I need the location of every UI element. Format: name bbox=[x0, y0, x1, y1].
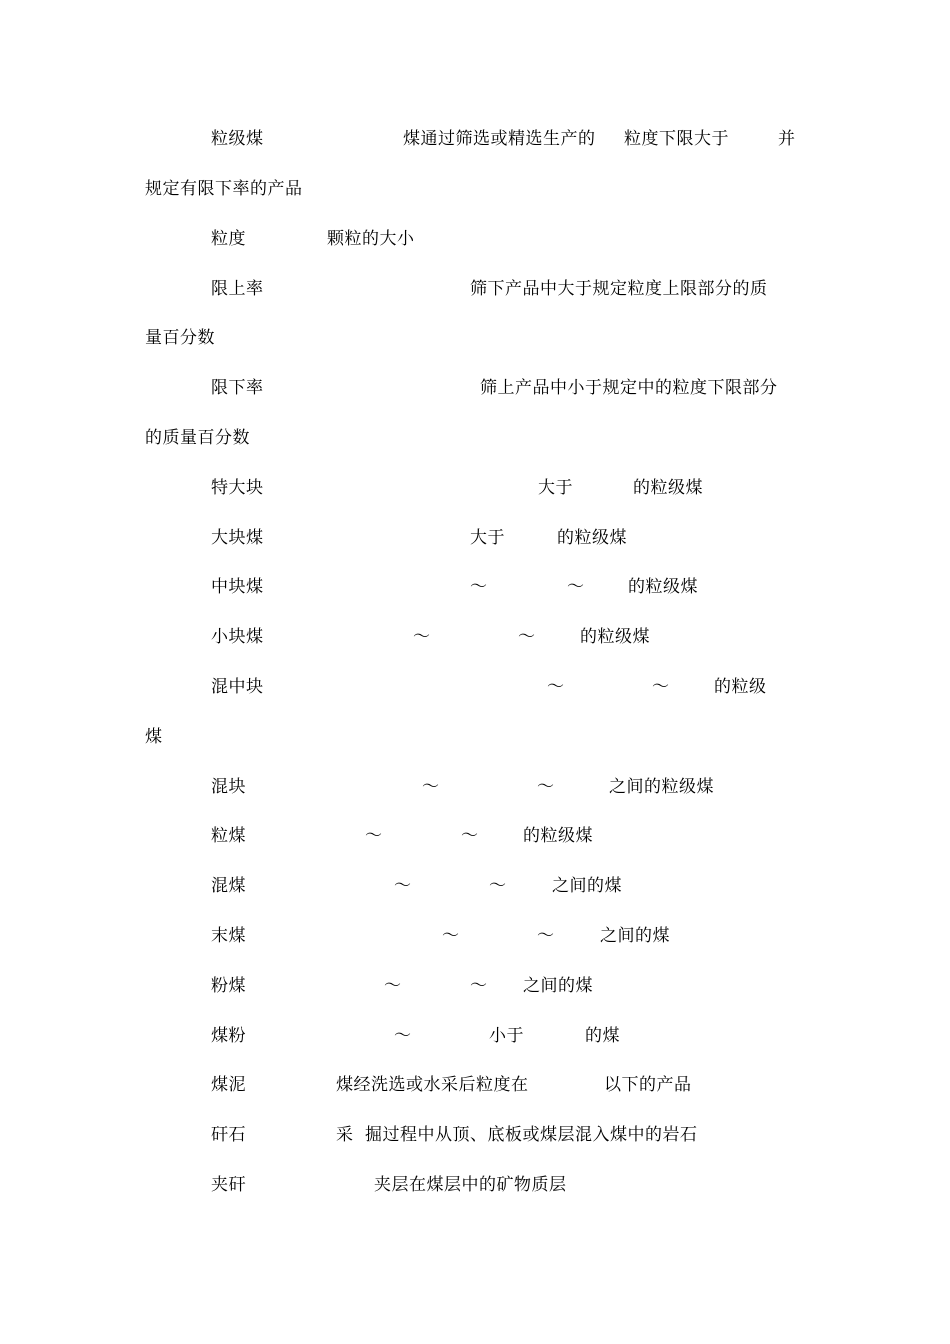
tilde-zhongkuaimei-1: ～ bbox=[470, 577, 488, 597]
term-hunmei: 混煤 bbox=[211, 876, 246, 896]
tilde-meifen: ～ bbox=[394, 1026, 412, 1046]
term-fenmei: 粉煤 bbox=[211, 976, 246, 996]
tilde-hunkuai-1: ～ bbox=[422, 777, 440, 797]
def-xiaokuaimei: 的粒级煤 bbox=[580, 627, 650, 647]
tilde-hunzhongkuai-1: ～ bbox=[547, 677, 565, 697]
tilde-hunmei-1: ～ bbox=[394, 876, 412, 896]
def-meini-b: 以下的产品 bbox=[604, 1075, 692, 1095]
tilde-momei-1: ～ bbox=[442, 926, 460, 946]
term-meifen: 煤粉 bbox=[211, 1026, 246, 1046]
def-hunmei: 之间的煤 bbox=[552, 876, 622, 896]
def-meini-a: 煤经洗选或水采后粒度在 bbox=[336, 1075, 529, 1095]
term-momei: 末煤 bbox=[211, 926, 246, 946]
def-xianxialv-cont: 的质量百分数 bbox=[145, 428, 250, 448]
tilde-xiaokuaimei-2: ～ bbox=[518, 627, 536, 647]
term-lidu: 粒度 bbox=[211, 229, 246, 249]
def-hunkuai: 之间的粒级煤 bbox=[609, 777, 714, 797]
def-hunzhongkuai: 的粒级 bbox=[714, 677, 767, 697]
def-fenmei: 之间的煤 bbox=[523, 976, 593, 996]
def-ganshi-a: 采 bbox=[336, 1125, 354, 1145]
def-ganshi-b: 掘过程中从顶、底板或煤层混入煤中的岩石 bbox=[365, 1125, 698, 1145]
def-tedakuai-b: 的粒级煤 bbox=[633, 478, 703, 498]
def-dakuaimei-a: 大于 bbox=[470, 528, 505, 548]
term-jiagan: 夹矸 bbox=[211, 1175, 246, 1195]
term-lijimei: 粒级煤 bbox=[211, 129, 264, 149]
tilde-hunzhongkuai-2: ～ bbox=[652, 677, 670, 697]
term-tedakuai: 特大块 bbox=[211, 478, 264, 498]
tilde-xiaokuaimei-1: ～ bbox=[413, 627, 431, 647]
def-lijimei-cont: 规定有限下率的产品 bbox=[145, 179, 303, 199]
def-momei: 之间的煤 bbox=[600, 926, 670, 946]
def-xianxialv: 筛上产品中小于规定中的粒度下限部分 bbox=[480, 378, 778, 398]
tilde-fenmei-2: ～ bbox=[470, 976, 488, 996]
def-xianshanglv-cont: 量百分数 bbox=[145, 328, 215, 348]
def-dakuaimei-b: 的粒级煤 bbox=[557, 528, 627, 548]
term-ganshi: 矸石 bbox=[211, 1125, 246, 1145]
term-xianxialv: 限下率 bbox=[211, 378, 264, 398]
def-meifen-a: 小于 bbox=[489, 1026, 524, 1046]
def-lijimei-a: 煤通过筛选或精选生产的 bbox=[403, 129, 596, 149]
tilde-limei-2: ～ bbox=[461, 826, 479, 846]
def-lidu: 颗粒的大小 bbox=[327, 229, 415, 249]
def-jiagan: 夹层在煤层中的矿物质层 bbox=[374, 1175, 567, 1195]
def-limei: 的粒级煤 bbox=[523, 826, 593, 846]
term-hunzhongkuai: 混中块 bbox=[211, 677, 264, 697]
term-xianshanglv: 限上率 bbox=[211, 279, 264, 299]
def-lijimei-c: 并 bbox=[778, 129, 796, 149]
def-xianshanglv: 筛下产品中大于规定粒度上限部分的质 bbox=[470, 279, 768, 299]
term-dakuaimei: 大块煤 bbox=[211, 528, 264, 548]
tilde-limei-1: ～ bbox=[365, 826, 383, 846]
term-hunkuai: 混块 bbox=[211, 777, 246, 797]
def-zhongkuaimei: 的粒级煤 bbox=[628, 577, 698, 597]
term-limei: 粒煤 bbox=[211, 826, 246, 846]
tilde-zhongkuaimei-2: ～ bbox=[567, 577, 585, 597]
def-meifen-b: 的煤 bbox=[585, 1026, 620, 1046]
tilde-hunmei-2: ～ bbox=[489, 876, 507, 896]
term-meini: 煤泥 bbox=[211, 1075, 246, 1095]
def-hunzhongkuai-cont: 煤 bbox=[145, 727, 163, 747]
tilde-fenmei-1: ～ bbox=[384, 976, 402, 996]
def-tedakuai-a: 大于 bbox=[538, 478, 573, 498]
def-lijimei-b: 粒度下限大于 bbox=[624, 129, 729, 149]
term-zhongkuaimei: 中块煤 bbox=[211, 577, 264, 597]
term-xiaokuaimei: 小块煤 bbox=[211, 627, 264, 647]
tilde-momei-2: ～ bbox=[537, 926, 555, 946]
tilde-hunkuai-2: ～ bbox=[537, 777, 555, 797]
